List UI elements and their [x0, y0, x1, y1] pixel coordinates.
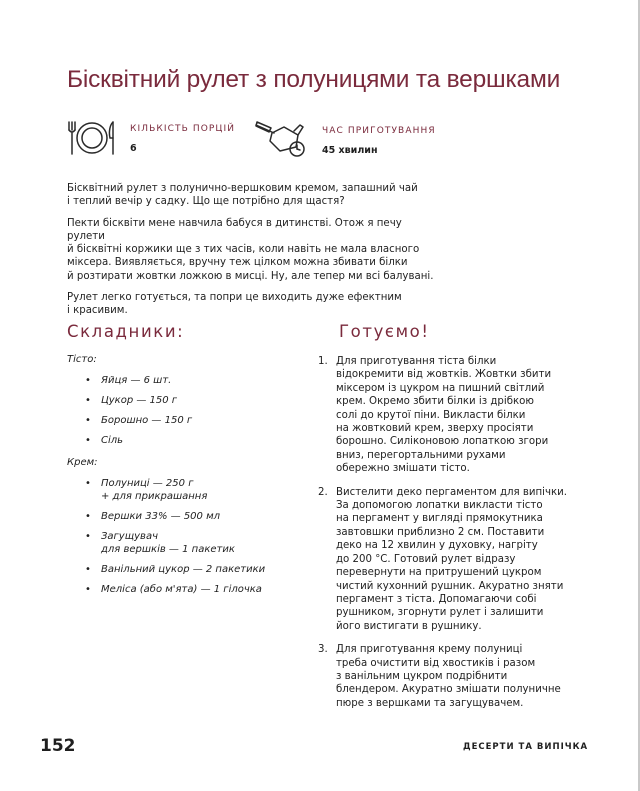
step-text: Для приготування тіста білки відокремити від жовтків. Жовтки збити міксером із цукром на пишний світлий крем. Окремо збити білки із дрібкою солі до крутої піни. Викласти білки на жовтковий крем, зверху просіяти борошно. Силіконовою лопаткою згори вниз, перегортальними рухами обережно змішати тісто. — [336, 356, 552, 475]
step-number: 2. — [318, 486, 328, 498]
ingredients-list — [67, 353, 317, 605]
intro-paragraph: Рулет легко готується, та попри це виходить дуже ефектним і красивим. — [67, 292, 402, 317]
ingredient-item: • Меліса (або м'ята) — 1 гілочка — [67, 583, 317, 596]
ingredient-group-label: Крем: — [67, 457, 98, 468]
ingredient-item: • Борошно — 150 г — [67, 414, 317, 427]
step-number: 1. — [318, 356, 328, 367]
ingredient-item: • Полуниці — 250 г + для прикрашання — [67, 477, 317, 503]
ingredient-group — [67, 477, 317, 596]
ingredient-item: • Сіль — [67, 434, 317, 447]
intro-paragraph: Пекти бісквіти мене навчила бабуся в дитинстві. Отож я печу рулети й бісквітні коржики ще з тих часів, коли навіть не мала власного міксера. Виявляється, вручну теж цілком можна збивати білки й розтирати жовтки ложкою в мисці. Ну, але тепер ми всі балувані. — [67, 217, 434, 282]
method-steps — [318, 355, 568, 720]
intro-paragraph: Бісквітний рулет з полунично-вершковим кремом, запашний чай і теплий вечір у садку. Що ще потрібно для щастя? — [67, 183, 418, 208]
ingredient-item: • Вершки 33% — 500 мл — [67, 510, 317, 523]
ingredient-item: • Яйця — 6 шт. — [67, 374, 317, 387]
method-heading: Готуємо! — [339, 322, 430, 341]
recipe-intro — [67, 182, 437, 326]
step-text: Для приготування крему полуниці треба очистити від хвостиків і разом з ванільним цукром подрібнити блендером. Акуратно змішати полуничне пюре з вершками та загущувачем. — [336, 644, 561, 709]
ingredient-item: • Цукор — 150 г — [67, 394, 317, 407]
ingredient-item: • Загущувач для вершків — 1 пакетик — [67, 530, 317, 556]
recipe-title: Бісквітний рулет з полуницями та вершками — [67, 66, 561, 93]
ingredient-item: • Ванільний цукор — 2 пакетики — [67, 563, 317, 576]
plate-cutlery-icon — [67, 120, 117, 156]
ingredient-group — [67, 374, 317, 447]
servings-label: КІЛЬКІСТЬ ПОРЦІЙ — [130, 124, 236, 134]
method-step — [318, 643, 568, 710]
method-step — [318, 355, 568, 476]
running-footer-section: ДЕСЕРТИ ТА ВИПІЧКА — [463, 742, 589, 752]
servings-value: 6 — [130, 143, 137, 154]
step-text: Вистелити деко пергаментом для випічки. За допомогою лопатки викласти тісто на пергамент у вигляді прямокутника завтовшки приблизно 2 см. Поставити деко на 12 хвилин у духовку, нагріту до 200 °С. Готовий рулет відразу перевернути на притрушений цукром чистий кухонний рушник. Акуратно зняти пергамент з тіста. Допомагаючи собі рушником, згорнути рулет і залишити його вистигати в рушнику. — [336, 486, 568, 632]
time-value: 45 хвилин — [322, 145, 378, 156]
ingredient-group-label: Тісто: — [67, 354, 97, 365]
ingredients-heading: Складники: — [67, 322, 185, 341]
page-number: 152 — [40, 736, 76, 756]
method-step — [318, 486, 568, 633]
time-label: ЧАС ПРИГОТУВАННЯ — [322, 126, 436, 136]
cutting-board-clock-icon — [254, 117, 306, 159]
step-number: 3. — [318, 644, 328, 656]
